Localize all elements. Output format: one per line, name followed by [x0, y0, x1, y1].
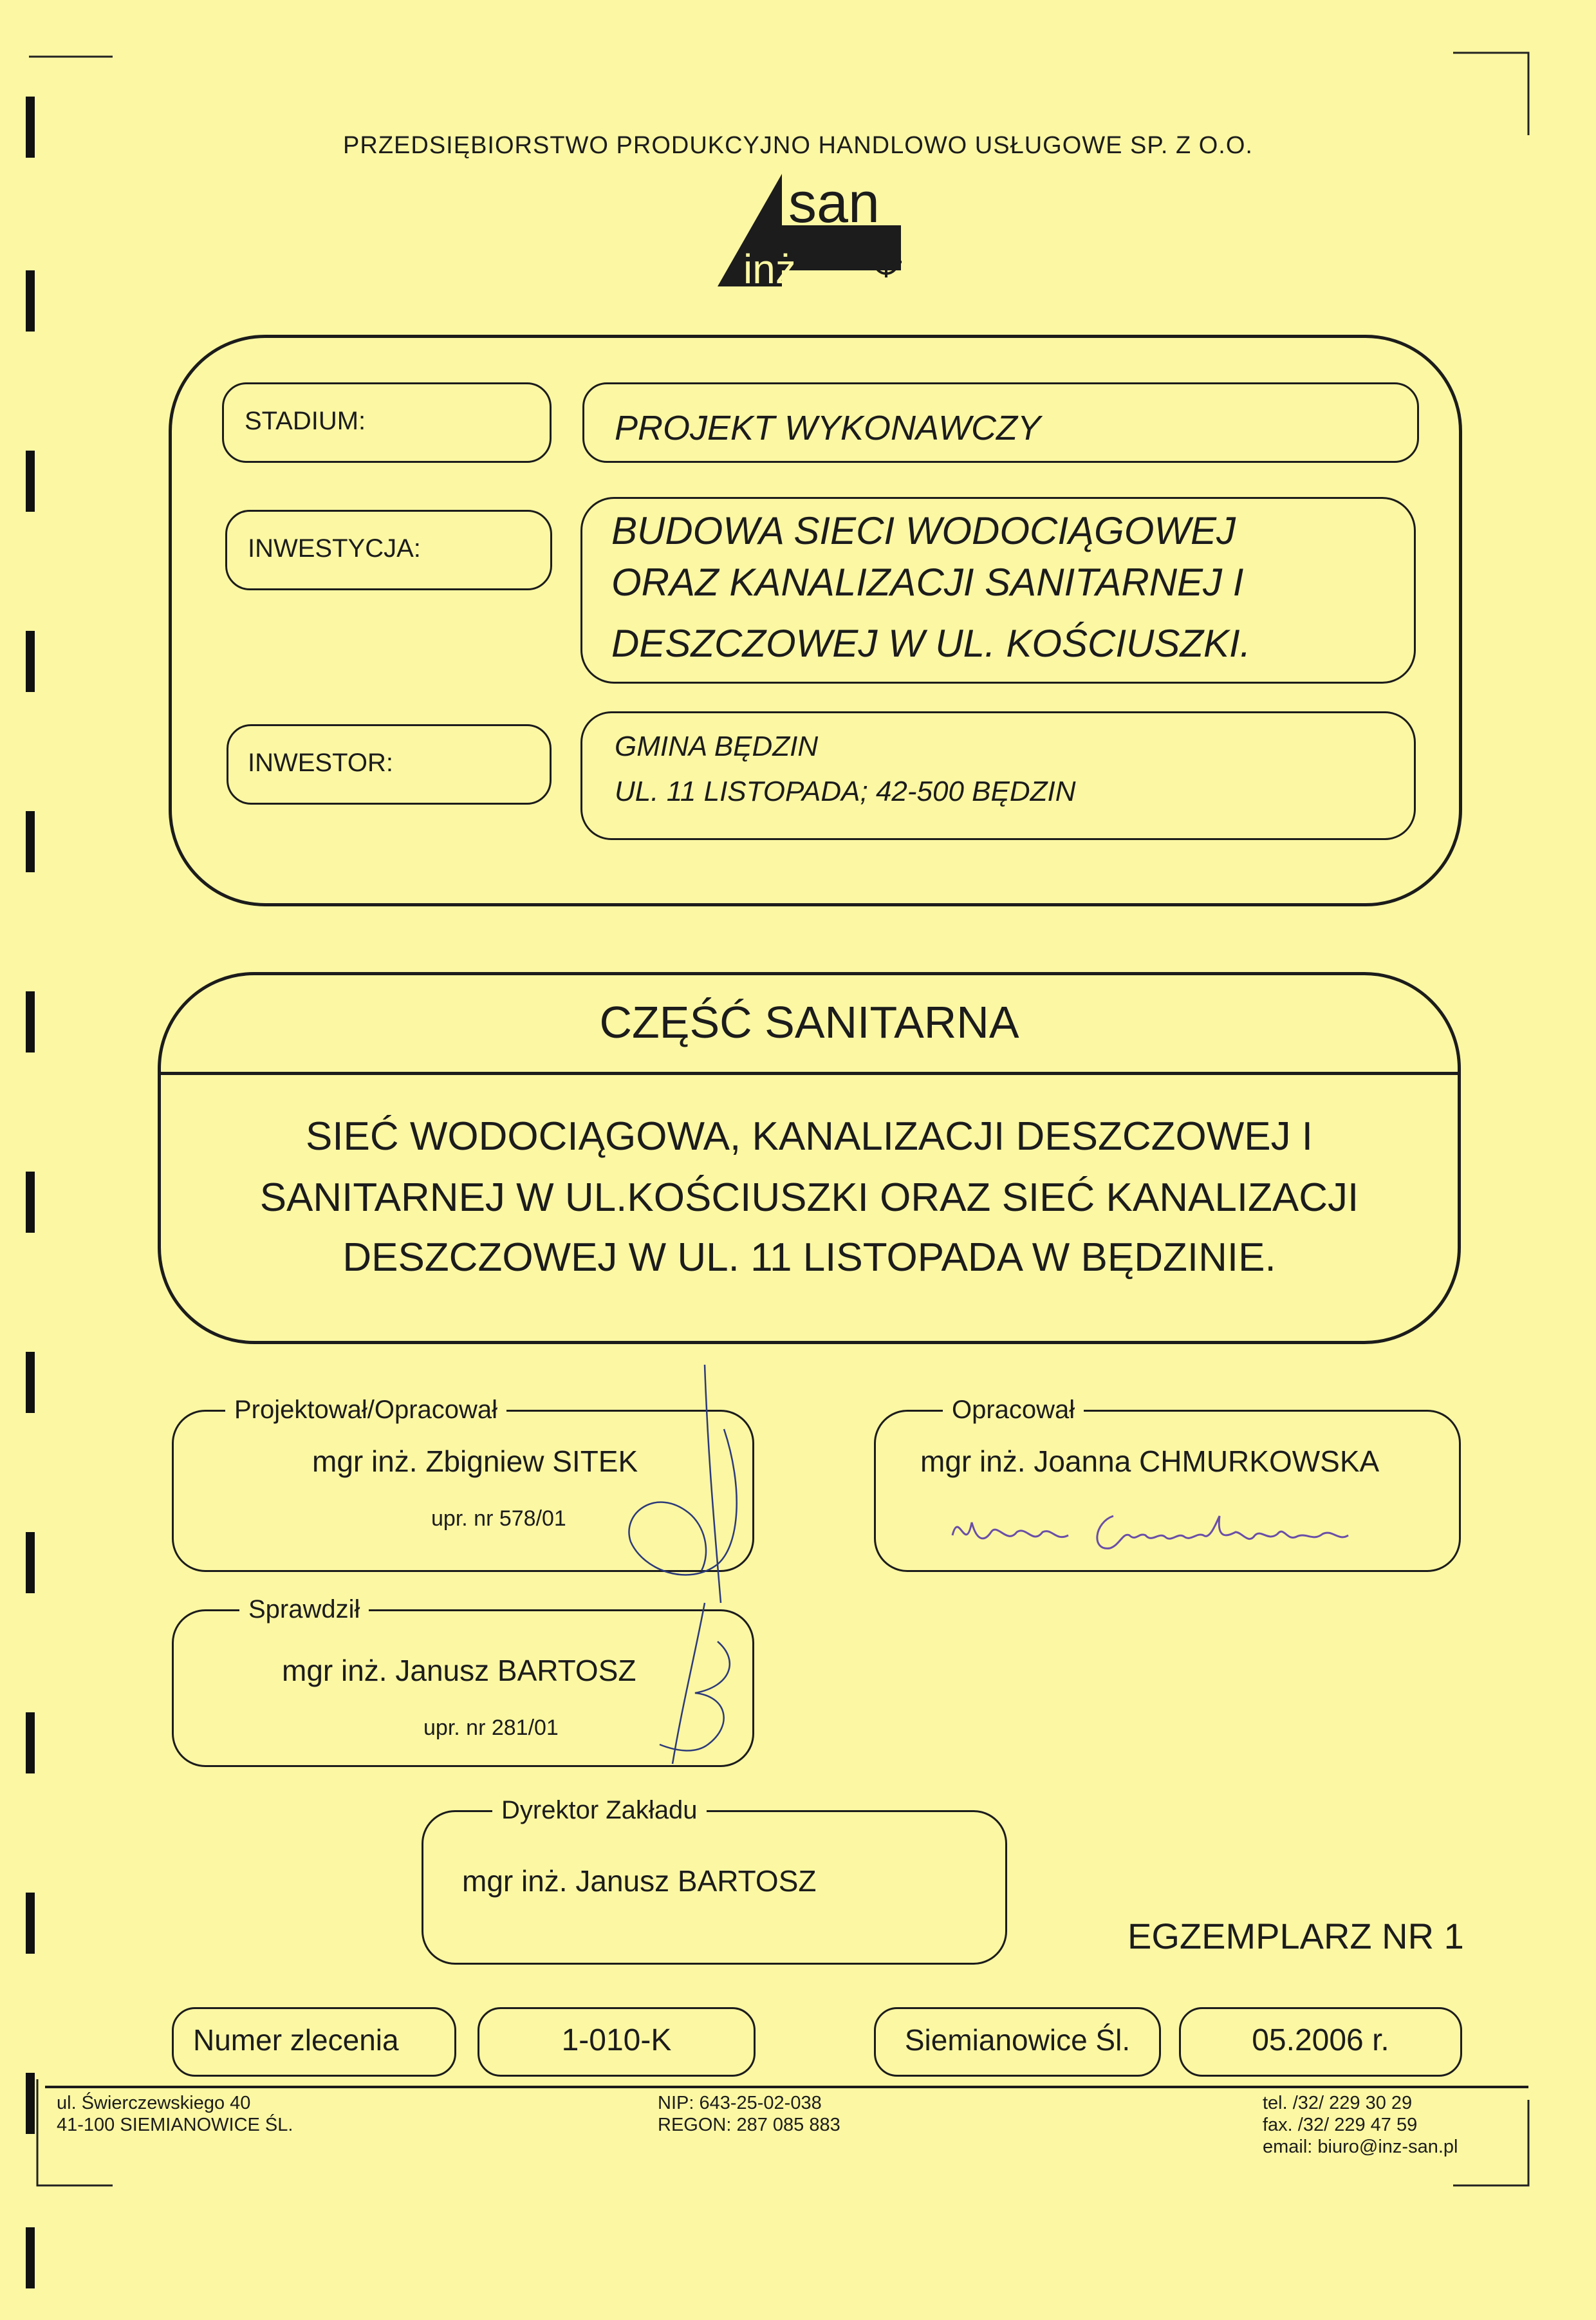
place: Siemianowice Śl.	[904, 2023, 1131, 2057]
svg-text:san: san	[788, 171, 880, 234]
inwestycja-line-3: DESZCZOWEJ W UL. KOŚCIUSZKI.	[611, 622, 1251, 665]
footer-nip: NIP: 643-25-02-038	[658, 2093, 822, 2113]
section-divider	[160, 1072, 1459, 1075]
footer-tel: tel. /32/ 229 30 29	[1263, 2093, 1413, 2113]
stadium-value: PROJEKT WYKONAWCZY	[615, 409, 1041, 447]
opracowal-label: Opracował	[943, 1394, 1084, 1425]
inwestor-line-2: UL. 11 LISTOPADA; 42-500 BĘDZIN	[615, 776, 1076, 807]
footer-address-2: 41-100 SIEMIANOWICE ŚL.	[57, 2115, 293, 2135]
inwestycja-line-1: BUDOWA SIECI WODOCIĄGOWEJ	[611, 509, 1236, 552]
sprawdzil-label: Sprawdził	[239, 1594, 369, 1625]
section-line-3: DESZCZOWEJ W UL. 11 LISTOPADA W BĘDZINIE.	[342, 1235, 1276, 1280]
inwestycja-line-2: ORAZ KANALIZACJI SANITARNEJ I	[611, 561, 1244, 604]
inwestor-label: INWESTOR:	[248, 749, 393, 777]
opracowal-name: mgr inż. Joanna CHMURKOWSKA	[920, 1445, 1380, 1478]
company-name: PRZEDSIĘBIORSTWO PRODUKCYJNO HANDLOWO USŁUGOWE SP. Z O.O.	[343, 132, 1253, 159]
dyrektor-label: Dyrektor Zakładu	[492, 1795, 707, 1826]
footer-email: email: biuro@inz-san.pl	[1263, 2137, 1458, 2157]
sprawdzil-name: mgr inż. Janusz BARTOSZ	[282, 1654, 636, 1687]
numer-value: 1-010-K	[561, 2023, 672, 2057]
inwestycja-label: INWESTYCJA:	[248, 534, 421, 563]
section-title: CZĘŚĆ SANITARNA	[599, 997, 1019, 1047]
footer-regon: REGON: 287 085 883	[658, 2115, 840, 2135]
inwestor-line-1: GMINA BĘDZIN	[615, 731, 819, 762]
footer-rule	[45, 2086, 1528, 2088]
projektowal-name: mgr inż. Zbigniew SITEK	[312, 1445, 638, 1478]
footer-address-1: ul. Świerczewskiego 40	[57, 2093, 251, 2113]
sprawdzil-upr: upr. nr 281/01	[423, 1716, 559, 1740]
stadium-label: STADIUM:	[245, 407, 366, 435]
dyrektor-name: mgr inż. Janusz BARTOSZ	[462, 1864, 817, 1898]
egzemplarz: EGZEMPLARZ NR 1	[1127, 1916, 1464, 1956]
footer-fax: fax. /32/ 229 47 59	[1263, 2115, 1418, 2135]
projektowal-label: Projektował/Opracował	[225, 1394, 506, 1425]
projektowal-upr: upr. nr 578/01	[431, 1506, 566, 1531]
date: 05.2006 r.	[1252, 2023, 1389, 2057]
signature-strokes	[592, 1358, 759, 1770]
numer-label: Numer zlecenia	[193, 2023, 399, 2057]
section-line-1: SIEĆ WODOCIĄGOWA, KANALIZACJI DESZCZOWEJ I	[305, 1114, 1313, 1159]
asan-logo-icon	[698, 164, 917, 293]
opracowal-signature	[946, 1497, 1384, 1567]
svg-text:inż: inż	[743, 246, 796, 292]
section-line-2: SANITARNEJ W UL.KOŚCIUSZKI ORAZ SIEĆ KANALIZACJI	[259, 1175, 1359, 1220]
